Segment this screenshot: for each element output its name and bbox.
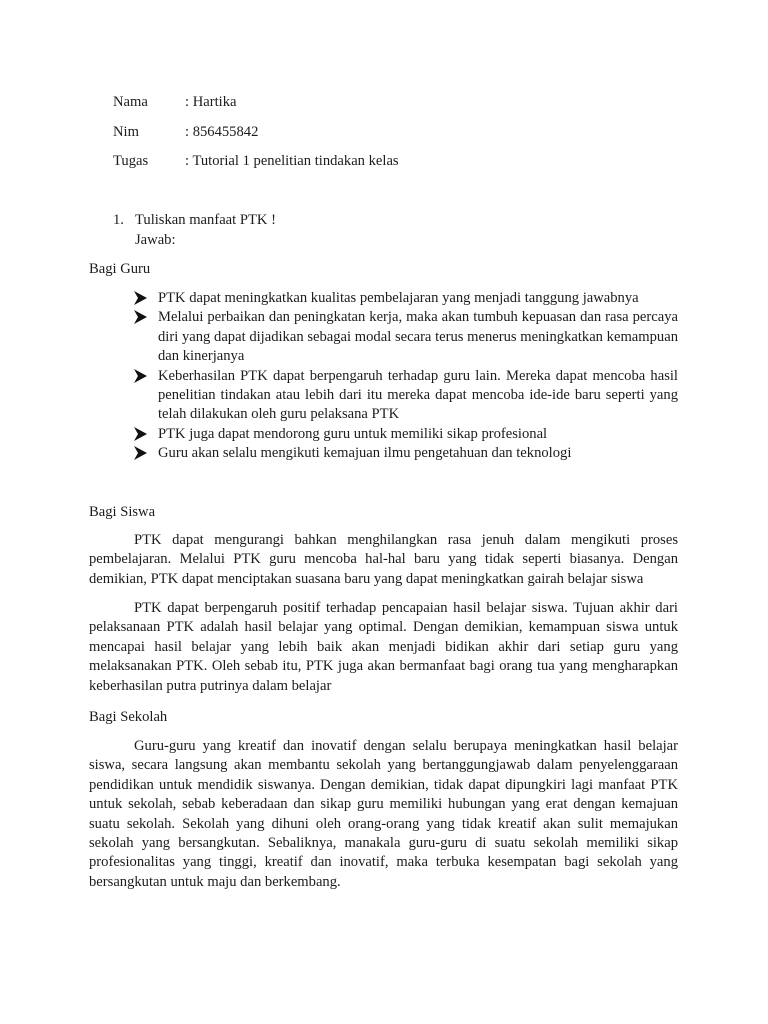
nama-value: : Hartika (185, 94, 237, 110)
list-item-text: Guru akan selalu mengikuti kemajuan ilmu pengetahuan dan teknologi (158, 445, 572, 462)
siswa-paragraph-2: PTK dapat berpengaruh positif terhadap pencapaian hasil belajar siswa. Tujuan akhir dari pelaksanaan PTK adalah hasil belajar yang optimal. Dengan demikian, kemampuan siswa untuk mencapai hasil belajar yang lebih baik akan menjadi bidikan akhir dari setiap guru yang melaksanakan PTK. Oleh sebab itu, PTK juga akan bermanfaat bagi orang tua yang mengharapkan keberhasilan putra putrinya dalam belajar (89, 600, 678, 694)
arrowhead-bullet-icon (134, 426, 148, 442)
answer-label: Jawab: (135, 231, 176, 248)
arrowhead-bullet-icon (134, 309, 148, 325)
identity-nim (113, 122, 258, 142)
identity-tugas (113, 151, 399, 171)
list-item (134, 308, 678, 366)
identity-nama (113, 92, 236, 112)
list-item-text: Keberhasilan PTK dapat berpengaruh terhadap guru lain. Mereka dapat mencoba hasil penelitian tindakan atau lebih dari itu mereka dapat mencoba ide-ide baru seperti yang telah dilakukan oleh guru pelaksana PTK (158, 367, 678, 423)
list-item-text: Melalui perbaikan dan peningkatan kerja, maka akan tumbuh kepuasan dan rasa percaya diri yang dapat dijadikan sebagai modal secara terus menerus meningkatkan kemampuan dan kinerjanya (158, 309, 678, 365)
nama-label: Nama (113, 94, 148, 110)
question-text: Tuliskan manfaat PTK ! (135, 212, 276, 228)
list-item (134, 289, 678, 308)
arrowhead-bullet-icon (134, 290, 148, 306)
nim-label: Nim (113, 124, 139, 140)
tugas-value: : Tutorial 1 penelitian tindakan kelas (185, 153, 399, 169)
question-1 (113, 211, 276, 250)
nim-value: : 856455842 (185, 124, 259, 140)
tugas-label: Tugas (113, 153, 149, 169)
arrowhead-bullet-icon (134, 368, 148, 384)
list-item (134, 444, 678, 463)
list-item-text: PTK dapat meningkatkan kualitas pembelajaran yang menjadi tanggung jawabnya (158, 290, 639, 306)
sekolah-paragraph: Guru-guru yang kreatif dan inovatif dengan selalu berupaya meningkatkan hasil belajar siswa, secara langsung akan membantu sekolah yang bertanggungjawab dalam penyelenggaraan pendidikan untuk mendidik siswanya. Dengan demikian, tidak dapat dipungkiri lagi manfaat PTK untuk sekolah, sebab keberadaan dan sikap guru memiliki hubungan yang erat dengan kemajuan suatu sekolah. Sekolah yang dihuni oleh orang-orang yang tidak kreatif akan sulit memajukan sekolah yang bersangkutan. Sebaliknya, manakala guru-guru di suatu sekolah memiliki sikap profesionalitas yang tinggi, kreatif dan inovatif, maka terbuka kesempatan bagi sekolah yang bersangkutan untuk maju dan berkembang. (89, 738, 678, 890)
list-item (134, 425, 678, 444)
section-heading-bagi-sekolah: Bagi Sekolah (89, 709, 168, 725)
section-heading-bagi-guru: Bagi Guru (89, 261, 151, 277)
list-item (134, 367, 678, 425)
arrowhead-bullet-icon (134, 445, 148, 461)
list-item-text: PTK juga dapat mendorong guru untuk memiliki sikap profesional (158, 425, 548, 442)
siswa-paragraph-1: PTK dapat mengurangi bahkan menghilangkan rasa jenuh dalam mengikuti proses pembelajaran. Melalui PTK guru mencoba hal-hal baru yang tidak seperti biasanya. Dengan demikian, PTK dapat menciptakan suasana baru yang dapat meningkatkan gairah belajar siswa (89, 532, 678, 587)
bagi-guru-list (134, 289, 678, 464)
section-heading-bagi-siswa: Bagi Siswa (89, 504, 156, 520)
question-number: 1. (113, 212, 124, 228)
